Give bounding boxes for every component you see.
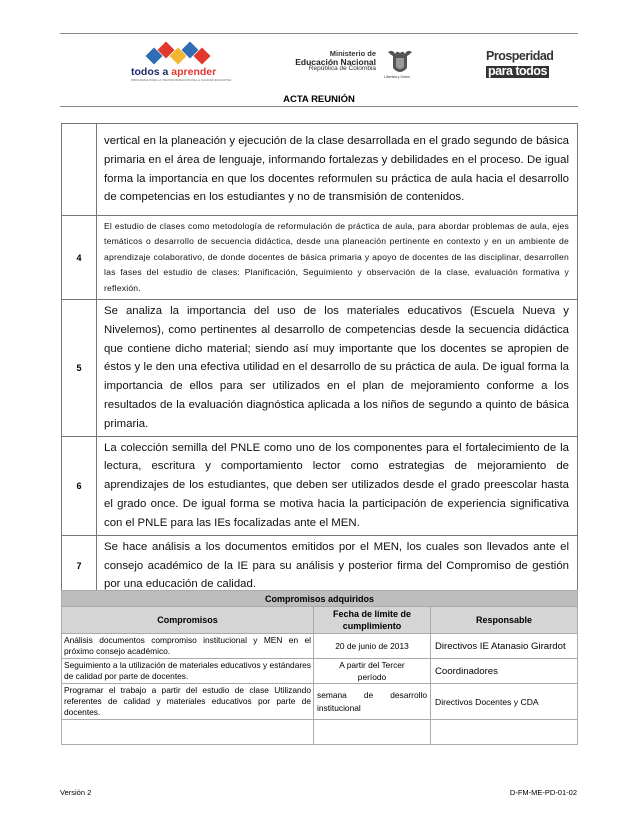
commitments-table xyxy=(61,590,578,745)
table-row xyxy=(62,300,578,437)
commitment-date: 20 de junio de 2013 xyxy=(314,634,431,659)
commitment-text: Seguimiento a la utilización de materiales educativos y estándares de calidad por parte de docentes. xyxy=(62,659,314,684)
header-compromisos: Compromisos xyxy=(62,607,314,634)
row-number: 7 xyxy=(62,535,97,597)
table-row xyxy=(62,216,578,300)
row-number: 6 xyxy=(62,436,97,535)
table-row xyxy=(62,124,578,216)
table-row xyxy=(62,659,578,684)
prosperidad-logo xyxy=(486,48,562,80)
shield-caption: Libertad y Orden xyxy=(384,75,411,79)
todos-a-aprender-logo xyxy=(126,44,232,82)
header-fecha: Fecha de límite de cumplimiento xyxy=(314,607,431,634)
commitments-banner-row xyxy=(62,591,578,607)
row-number: 4 xyxy=(62,216,97,300)
prosperidad-line2: para todos xyxy=(488,64,547,79)
commitment-responsible: Directivos IE Atanasio Girardot xyxy=(431,634,578,659)
empty-row xyxy=(62,720,578,745)
prosperidad-line1: Prosperidad xyxy=(486,49,554,63)
row-text: Se hace análisis a los documentos emitidos por el MEN, los cuales son llevados ante el consejo académico de la IE para su análisis y posterior firma del Compromiso de gestión por una educación de calidad. xyxy=(97,535,578,597)
ministerio-logo xyxy=(284,50,376,73)
row-text: El estudio de clases como metodología de reformulación de práctica de aula, para abordar problemas de aula, ejes temáticos o desarrollo de secuencia didáctica, desde una planeación pertinente en contexto y en un ambiente de aprendizaje colaborativo, de donde docentes de básica primaria y apoyo de docentes de las disciplinar, desarrollen las fases del estudio de clases: Planificación, Seguimiento y observación de la clase, evaluación formativa y reflexión. xyxy=(97,216,578,300)
table-row xyxy=(62,436,578,535)
row-text: Se analiza la importancia del uso de los materiales educativos (Escuela Nueva y Nivelemos), como pertinentes al desarrollo de competencias desde la secuencia didáctica que contiene dicho material; siendo así muy importante que los docentes se apropien de éstos y le den una efectiva utilidad en el desarrollo de su práctica de aula. De igual forma la importancia de ellos para ser utilizados en el plan de mejoramiento conforme a los resultados de la evaluación diagnóstica aplicada a los niños de segundo a quinto de básica primaria. xyxy=(97,300,578,437)
row-number xyxy=(62,124,97,216)
commitment-date: semana de desarrollo institucional xyxy=(314,684,431,720)
title-rule xyxy=(60,106,578,107)
footer-version: Versión 2 xyxy=(60,788,92,797)
row-text: vertical en la planeación y ejecución de la clase desarrollada en el grado segundo de básica primaria en el área de lenguaje, informando fortalezas y debilidades en el proceso. De igual forma la importancia en que los docentes reformulen su práctica de aula hacia el desarrollo de competencias en los estudiantes y no de transmisión de contenidos. xyxy=(97,124,578,216)
commitments-header-row xyxy=(62,607,578,634)
document-title: ACTA REUNIÓN xyxy=(283,94,355,105)
ministerio-line3: República de Colombia xyxy=(308,65,376,72)
top-rule xyxy=(60,33,578,34)
table-row xyxy=(62,535,578,597)
table-row xyxy=(62,634,578,659)
commitment-text: Análisis documentos compromiso institucional y MEN en el próximo consejo académico. xyxy=(62,634,314,659)
ministerio-line2: Educación Nacional xyxy=(295,56,376,67)
ministerio-line1: Ministerio de xyxy=(329,49,376,58)
footer-code: D-FM-ME-PD-01-02 xyxy=(509,788,577,797)
row-text: La colección semilla del PNLE como uno de los componentes para el fortalecimiento de la lectura, escritura y comportamiento lector como estrategias de mejoramiento de aprendizajes de los estudiantes, que deben ser utilizados desde el grado preescolar hasta el grado once. De igual forma se motiva hacia la participación de experiencia significativa con el PNLE para las IEs focalizadas ante el MEN. xyxy=(97,436,578,535)
row-number: 5 xyxy=(62,300,97,437)
commitment-date: A partir del Tercer período xyxy=(314,659,431,684)
commitment-text: Programar el trabajo a partir del estudio de clase Utilizando referentes de calidad y materiales educativos por parte de docentes. xyxy=(62,684,314,720)
header-responsable: Responsable xyxy=(431,607,578,634)
todos-logo-text: todos a aprender xyxy=(131,66,217,78)
commitments-title: Compromisos adquiridos xyxy=(62,591,578,607)
todos-logo-tagline: PROGRAMA PARA LA TRANSFORMACIÓN DE LA CALIDAD EDUCATIVA xyxy=(131,78,232,82)
commitment-responsible: Coordinadores xyxy=(431,659,578,684)
agenda-table xyxy=(61,123,578,598)
commitment-responsible: Directivos Docentes y CDA xyxy=(431,684,578,720)
table-row xyxy=(62,684,578,720)
